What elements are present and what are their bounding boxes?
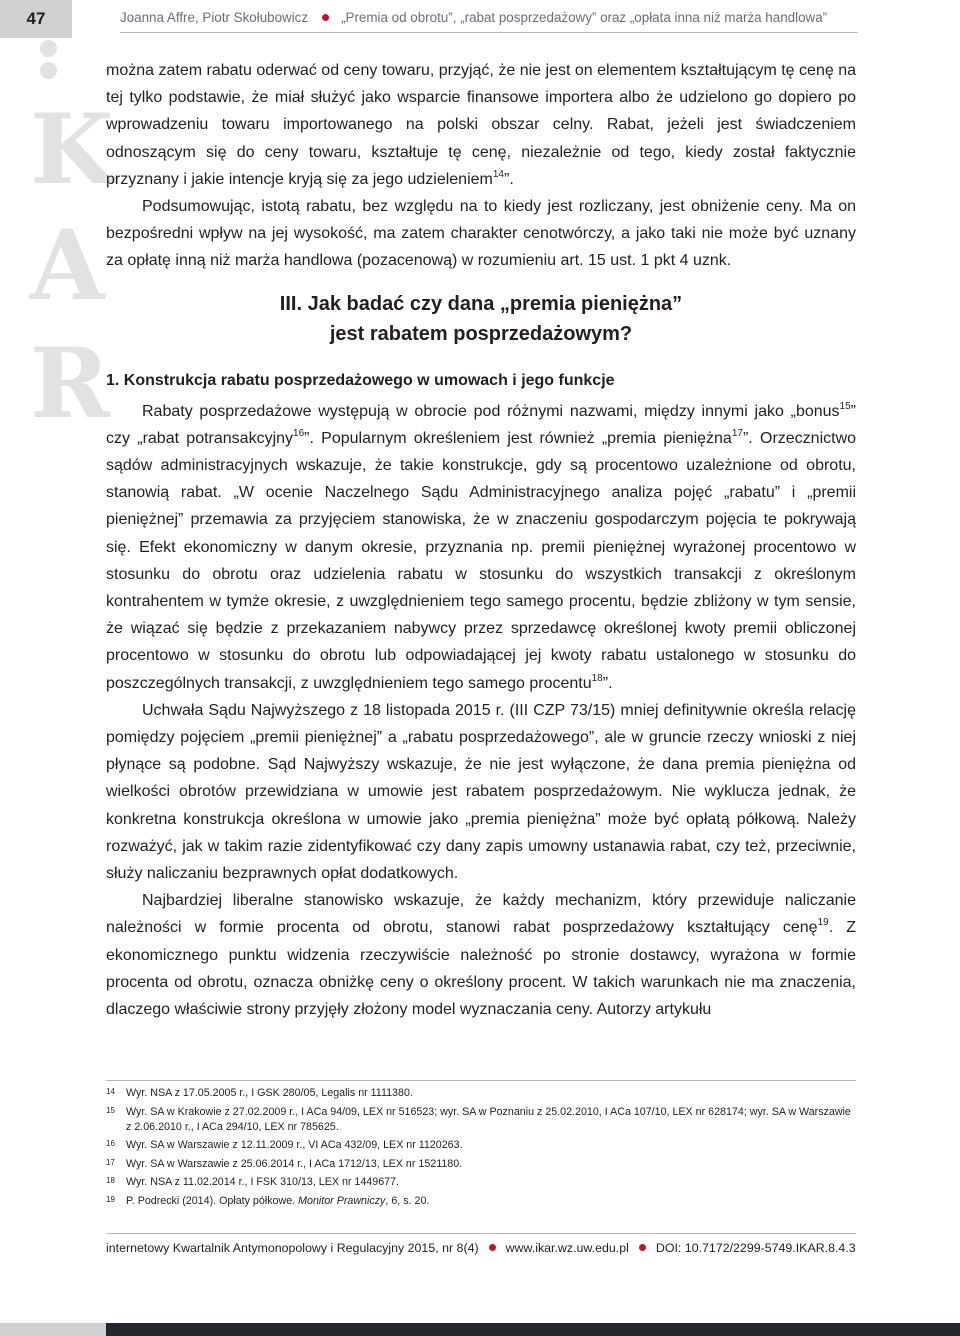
page-footer xyxy=(106,1241,856,1255)
paragraph xyxy=(106,57,856,193)
footnotes xyxy=(106,1086,856,1213)
paragraph-text: można zatem rabatu oderwać od ceny towaru, przyjąć, że nie jest on elementem kształtującym tę cenę na tej tylko podstawie, że miał służyć jako wsparcie finansowe importera albo że udzielono go dopiero po wprowadzeniu towaru importowanego na polski obszar celny. Rabat, jeżeli jest świadczeniem odnoszącym się do ceny towaru, kształtuje tę cenę, niezależnie od tego, kiedy został faktycznie przyznany i jakie intencje kryją się za jego udzieleniem xyxy=(106,62,856,188)
paragraph-text: ”. xyxy=(602,674,613,692)
paragraph-text: ” czy „rabat potransakcyjny xyxy=(106,402,856,447)
paragraph: Uchwała Sądu Najwyższego z 18 listopada 2015 r. (III CZP 73/15) mniej definitywnie określa relację pomiędzy pojęciem „premii pieniężnej” a „rabatu posprzedażowego”, ale w gruncie rzeczy wnioski z niej płynące są podobne. Sąd Najwyższy wskazuje, że nie jest wyłączone, że dana premia pieniężna od wielkości obrotów przewidziana w umowie jest rabatem posprzedażowym. Nie wyklucza jednak, że konkretna konstrukcja określona w umowie jako „premia pieniężna” może być opłatą półkową. Należy rozważyć, jak w takim razie zidentyfikować czy dany zapis umowny ustanawia rabat, czy też, przeciwnie, służy naliczaniu bezprawnych opłat dodatkowych. xyxy=(106,701,856,883)
footnote-text: Wyr. SA w Warszawie z 25.06.2014 r., I ACa 1712/13, LEX nr 1521180. xyxy=(126,1157,463,1170)
main-text xyxy=(106,57,856,1023)
footer-url-link[interactable]: www.ikar.wz.uw.edu.pl xyxy=(505,1241,629,1255)
paragraph xyxy=(106,887,856,1023)
bottom-band-dark xyxy=(106,1323,960,1336)
footer-divider xyxy=(106,1233,856,1234)
paragraph xyxy=(106,398,856,697)
logo-letter-k: K xyxy=(30,93,114,206)
footnote-ref[interactable]: 19 xyxy=(817,917,829,929)
footnote-ref[interactable]: 15 xyxy=(839,400,851,412)
header-title: „Premia od obrotu”, „rabat posprzedażowy” oraz „opłata inna niż marża handlowa” xyxy=(341,10,828,25)
paragraph: Podsumowując, istotą rabatu, bez względu na to kiedy jest rozliczany, jest obniżenie ceny. Ma on bezpośredni wpływ na jej wysokość, ma zatem charakter cenotwórczy, a jako taki nie może być uznany za opłatę inną niż marża handlowa (pozacenową) w rozumieniu art. 15 ust. 1 pkt 4 uznk. xyxy=(106,198,856,270)
footnote xyxy=(106,1138,856,1153)
paragraph-text: ”. Popularnym określeniem jest również „premia pieniężna xyxy=(304,429,732,447)
header-authors: Joanna Affre, Piotr Skołubowicz xyxy=(120,10,309,25)
footnote-number: 16 xyxy=(106,1139,115,1149)
footnote-text: Wyr. NSA z 11.02.2014 r., I FSK 310/13, LEX nr 1449677. xyxy=(126,1176,399,1189)
section-heading-line: jest rabatem posprzedażowym? xyxy=(329,322,633,345)
logo-dot-1 xyxy=(40,40,57,57)
footnote-ref[interactable]: 16 xyxy=(293,427,305,439)
logo-letter-a: A xyxy=(30,209,105,322)
footnote-number: 14 xyxy=(106,1087,115,1096)
footnote xyxy=(106,1175,856,1190)
header-divider xyxy=(120,32,858,33)
paragraph-text: Najbardziej liberalne stanowisko wskazuje, że każdy mechanizm, który przewiduje naliczanie należności w formie procenta od obrotu, stanowi rabat posprzedażowy kształtujący cenę xyxy=(106,892,856,937)
footer-journal: internetowy Kwartalnik Antymonopolowy i Regulacyjny 2015, nr 8(4) xyxy=(106,1241,479,1255)
page-number: 47 xyxy=(0,0,72,38)
footnote-divider xyxy=(106,1080,856,1081)
footnote-ref[interactable]: 18 xyxy=(591,672,603,684)
footnote-text: P. Podrecki (2014). Opłaty półkowe. xyxy=(126,1194,299,1207)
footnote-number: 19 xyxy=(106,1194,115,1204)
paragraph-text: ”. xyxy=(503,170,514,188)
footnote-number: 17 xyxy=(106,1157,115,1167)
footnote-text: , 6, s. 20. xyxy=(385,1194,430,1207)
footnote xyxy=(106,1086,856,1101)
bottom-band-light xyxy=(0,1323,106,1336)
footnote-ref[interactable]: 17 xyxy=(731,427,743,439)
footnote-text: Wyr. SA w Warszawie z 12.11.2009 r., VI ACa 432/09, LEX nr 1120263. xyxy=(126,1139,463,1152)
subsection-heading: 1. Konstrukcja rabatu posprzedażowego w umowach i jego funkcje xyxy=(106,371,615,389)
section-heading-line: III. Jak badać czy dana „premia pieniężna” xyxy=(279,292,683,315)
bullet-icon xyxy=(639,1244,646,1251)
footnote-number: 15 xyxy=(106,1105,115,1115)
running-header xyxy=(120,10,860,25)
logo-letter-r: R xyxy=(30,327,110,440)
footnote-text: Wyr. NSA z 17.05.2005 r., I GSK 280/05, Legalis nr 1111380. xyxy=(126,1087,413,1099)
footnote-number: 18 xyxy=(106,1176,115,1186)
section-heading xyxy=(106,289,856,349)
footer-doi: DOI: 10.7172/2299-5749.IKAR.8.4.3 xyxy=(655,1241,856,1255)
paragraph-text: Rabaty posprzedażowe występują w obrocie pod różnymi nazwami, między innymi jako „bonus xyxy=(142,402,840,420)
footnote xyxy=(106,1157,856,1172)
footnote xyxy=(106,1194,856,1209)
footnote-ref[interactable]: 14 xyxy=(492,168,504,180)
footnote-text: Wyr. SA w Krakowie z 27.02.2009 r., I ACa 94/09, LEX nr 516523; wyr. SA w Poznaniu z 25.02.2010, I ACa 107/10, LEX nr 628174; wyr. SA w Warszawie z 2.06.2010 r., I ACa 294/10, LEX nr 785625. xyxy=(126,1105,851,1133)
paragraph-text: ”. Orzecznictwo sądów administracyjnych wskazuje, że takie konstrukcje, gdy są procentowo uzależnione od obrotu, stanowią rabat. „W ocenie Naczelnego Sądu Administracyjnego analiza pojęć „rabatu” i „premii pieniężnej” przemawia za przyjęciem stanowiska, że w znaczeniu gospodarczym pojęcia te pokrywają się. Efekt ekonomiczny w danym okresie, przyznania np. premii pieniężnej wyrażonej procentowo w stosunku do obrotu oraz udzielenia rabatu w stosunku do wszystkich transakcji z określonym kontrahentem w tymże okresie, z uwzględnieniem tego samego procentu, będzie zbliżony w tym sensie, że wiązać się będzie z przekazaniem nabywcy przez sprzedawcę określonej kwoty premii obliczonej procentowo w stosunku do obrotu lub odpowiadającej jej kwoty rabatu ustalonego w stosunku do poszczególnych transakcji, z uwzględnieniem tego samego procentu xyxy=(106,429,857,692)
paragraph-text: . Z ekonomicznego punktu widzenia rzeczywiście należność po stronie dostawcy, wyrażona w formie procenta od obrotu, oznacza obniżkę ceny o określony procent. W takich warunkach nie ma znaczenia, dlaczego właściwie strony przyjęły złożony model wyznaczania ceny. Autorzy artykułu xyxy=(106,919,857,1019)
footnote-journal-title: Monitor Prawniczy xyxy=(298,1194,386,1207)
footnote xyxy=(106,1105,856,1135)
bullet-icon xyxy=(489,1244,496,1251)
bullet-icon xyxy=(322,14,329,21)
logo-dot-2 xyxy=(40,62,57,79)
